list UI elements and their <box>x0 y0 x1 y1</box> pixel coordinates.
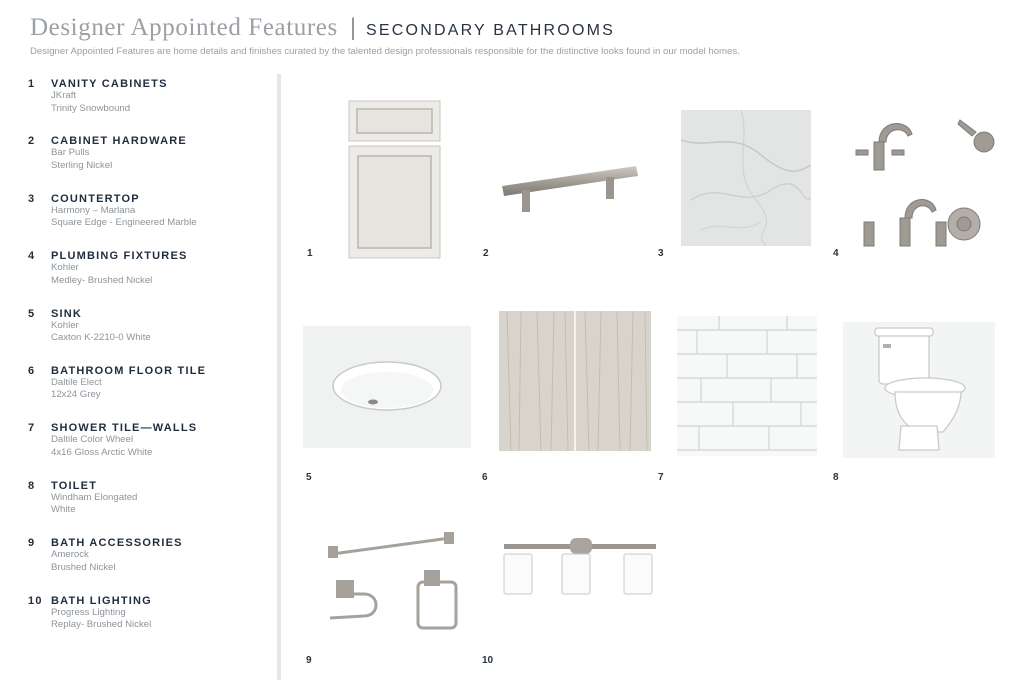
title-separator: | <box>349 14 357 41</box>
feature-detail: White <box>51 504 76 516</box>
feature-brand: Kohler <box>51 319 79 331</box>
image-number: 4 <box>833 248 839 259</box>
feature-brand: Harmony – Marlana <box>51 204 136 216</box>
image-number: 10 <box>482 655 494 666</box>
feature-number: 10 <box>28 594 43 607</box>
feature-name: BATHROOM FLOOR TILE <box>51 364 207 377</box>
feature-item <box>28 193 268 250</box>
title-row <box>30 14 1000 42</box>
feature-item <box>28 308 268 365</box>
feature-detail: Brushed Nickel <box>51 561 116 573</box>
feature-number: 5 <box>28 307 36 320</box>
feature-name: SINK <box>51 307 83 320</box>
vanity-light-icon <box>500 536 660 602</box>
feature-name: COUNTERTOP <box>51 192 140 205</box>
feature-detail: Replay- Brushed Nickel <box>51 619 152 631</box>
feature-detail: 12x24 Grey <box>51 389 101 401</box>
floor-tile-icon <box>499 311 651 451</box>
feature-detail: Medley- Brushed Nickel <box>51 274 153 286</box>
vertical-divider <box>277 74 281 680</box>
image-number: 3 <box>658 248 664 259</box>
feature-number: 2 <box>28 135 36 148</box>
feature-detail: Trinity Snowbound <box>51 102 131 114</box>
feature-detail: 4x16 Gloss Arctic White <box>51 446 153 458</box>
feature-list <box>28 78 268 652</box>
page-description: Designer Appointed Features are home details and finishes curated by the talented design professionals responsible for the distinctive looks found in our model homes. <box>30 46 740 57</box>
feature-detail: Square Edge - Engineered Marble <box>51 217 197 229</box>
feature-item <box>28 78 268 135</box>
feature-number: 4 <box>28 250 36 263</box>
feature-detail: Sterling Nickel <box>51 159 113 171</box>
feature-name: CABINET HARDWARE <box>51 135 187 148</box>
bath-accessories-icon <box>322 532 466 636</box>
feature-brand: Amerock <box>51 549 89 561</box>
image-number: 9 <box>306 655 312 666</box>
marble-swatch-icon <box>681 110 811 246</box>
image-number: 2 <box>483 248 489 259</box>
feature-brand: Progress Lighting <box>51 606 126 618</box>
feature-item <box>28 480 268 537</box>
cabinet-door-icon <box>348 100 442 260</box>
feature-name: BATH ACCESSORIES <box>51 537 183 550</box>
feature-number: 1 <box>28 78 36 90</box>
feature-brand: Windham Elongated <box>51 491 138 503</box>
section-title: SECONDARY BATHROOMS <box>366 22 615 39</box>
feature-number: 3 <box>28 192 36 205</box>
image-number: 1 <box>307 248 313 259</box>
feature-number: 6 <box>28 364 36 377</box>
image-number: 6 <box>482 472 488 483</box>
feature-number: 8 <box>28 479 36 492</box>
toilet-icon <box>843 322 995 458</box>
feature-name: SHOWER TILE—WALLS <box>51 422 198 435</box>
undermount-sink-icon <box>303 326 471 448</box>
image-number: 7 <box>658 472 664 483</box>
image-number: 5 <box>306 472 312 483</box>
page-title: Designer Appointed Features <box>30 14 338 41</box>
feature-item <box>28 537 268 594</box>
feature-name: TOILET <box>51 479 98 492</box>
feature-name: BATH LIGHTING <box>51 594 152 607</box>
faucet-set-icon <box>852 110 1006 250</box>
feature-item <box>28 422 268 479</box>
feature-brand: Bar Pulls <box>51 147 90 159</box>
feature-item <box>28 135 268 192</box>
feature-item <box>28 595 268 652</box>
bar-pull-icon <box>496 150 644 220</box>
image-number: 8 <box>833 472 839 483</box>
feature-item <box>28 250 268 307</box>
feature-name: PLUMBING FIXTURES <box>51 250 188 263</box>
feature-brand: JKraft <box>51 90 77 101</box>
page-header <box>30 14 1000 57</box>
subway-tile-icon <box>677 316 817 456</box>
feature-name: VANITY CABINETS <box>51 78 168 90</box>
feature-number: 9 <box>28 537 36 550</box>
feature-brand: Kohler <box>51 262 79 274</box>
feature-brand: Daltile Elect <box>51 376 102 388</box>
feature-detail: Caxton K-2210-0 White <box>51 332 151 344</box>
feature-number: 7 <box>28 422 36 435</box>
feature-brand: Daltile Color Wheel <box>51 434 134 446</box>
feature-item <box>28 365 268 422</box>
